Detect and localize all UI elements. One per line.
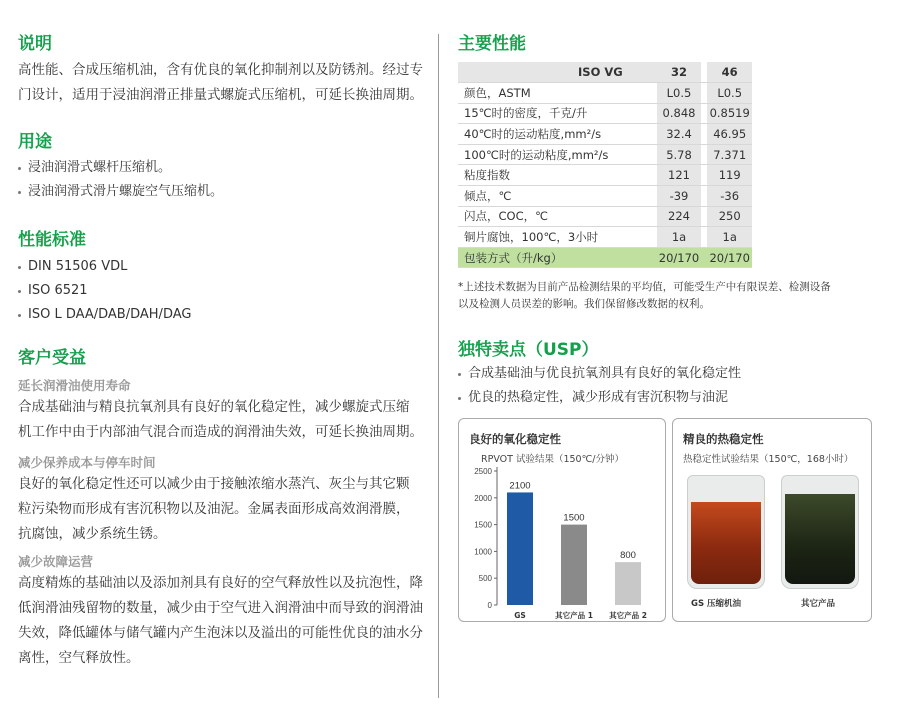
table-cell: 224	[657, 206, 702, 227]
bar	[615, 562, 641, 605]
description-line-1: 高性能、合成压缩机油，含有优良的氧化抑制剂以及防锈剂。经过专	[18, 62, 423, 78]
disclaimer-line: *上述技术数据为目前产品检测结果的平均值，可能受生产中有限误差、检测设备	[458, 281, 831, 293]
table-cell: 32.4	[657, 124, 702, 145]
table-row	[458, 165, 752, 186]
benefit-3-line: 离性，空气释放性。	[18, 650, 140, 666]
table-header-cell: 46	[707, 62, 752, 83]
table-header-row	[458, 62, 752, 83]
table-header-cell: 32	[657, 62, 702, 83]
table-cell: 7.371	[707, 144, 752, 165]
benefit-3-line: 失效，降低罐体与储气罐内产生泡沫以及溢出的可能性优良的油水分	[18, 625, 423, 641]
table-cell: -39	[657, 186, 702, 207]
beaker-photo	[687, 475, 857, 591]
description-heading: 说明	[18, 34, 52, 54]
table-cell: L0.5	[707, 83, 752, 104]
beaker-label-gs: GS 压缩机油	[691, 599, 742, 609]
beaker-label-other: 其它产品	[801, 599, 836, 609]
description-line-2: 门设计，适用于浸油润滑正排量式螺旋式压缩机，可延长换油周期。	[18, 87, 423, 103]
use-item: 浸油润滑式螺杆压缩机。	[18, 156, 223, 180]
other-product-liquid	[785, 494, 855, 584]
table-cell: 40℃时的运动粘度,mm²/s	[458, 124, 657, 145]
packaging-value: 20/170	[707, 247, 752, 268]
use-heading: 用途	[18, 132, 52, 152]
table-cell: 250	[707, 206, 752, 227]
table-row	[458, 186, 752, 207]
benefit-3-line: 低润滑油残留物的数量，减少由于空气进入润滑油中而导致的润滑油	[18, 600, 423, 616]
table-cell: 1a	[707, 227, 752, 248]
usp-item: 合成基础油与优良抗氧剂具有良好的氧化稳定性	[458, 362, 741, 386]
standards-list	[18, 255, 191, 327]
gs-oil-beaker	[687, 475, 765, 589]
table-header-cell: ISO VG	[458, 62, 657, 83]
table-row	[458, 103, 752, 124]
table-row	[458, 227, 752, 248]
benefit-2-line: 粒污染物而形成有害沉积物以及油泥。金属表面形成高效润滑膜，	[18, 501, 410, 517]
disclaimer-line: 以及检测人员误差的影响。我们保留修改数据的权利。	[458, 298, 710, 310]
standard-item: ISO 6521	[18, 279, 191, 303]
benefits-heading: 客户受益	[18, 348, 86, 368]
table-cell: 119	[707, 165, 752, 186]
packaging-row	[458, 247, 752, 268]
benefit-1-line: 机工作中由于内部油气混合而造成的润滑油失效，可延长换油周期。	[18, 424, 423, 440]
bar-value-label: 1500	[563, 512, 585, 524]
bar-value-label: 2100	[509, 480, 531, 492]
table-cell: 颜色，ASTM	[458, 83, 657, 104]
table-cell: -36	[707, 186, 752, 207]
standards-heading: 性能标准	[18, 230, 86, 250]
performance-heading: 主要性能	[458, 34, 526, 54]
disclaimer-note	[458, 279, 878, 313]
table-row	[458, 83, 752, 104]
packaging-label: 包装方式（升/kg）	[458, 247, 657, 268]
y-tick-label: 2000	[474, 493, 492, 503]
thermal-stability-box	[672, 418, 872, 622]
table-cell: 5.78	[657, 144, 702, 165]
usp-list	[458, 362, 741, 410]
chart-title: RPVOT 试验结果（150℃/分钟）	[481, 454, 624, 465]
category-label: 其它产品 2	[609, 611, 647, 620]
thermal-box-title: 精良的热稳定性	[683, 432, 764, 446]
bar	[507, 492, 533, 605]
benefit-1-subtitle: 延长润滑油使用寿命	[18, 378, 131, 393]
table-cell: L0.5	[657, 83, 702, 104]
y-tick-label: 2500	[474, 467, 492, 476]
y-tick-label: 1000	[474, 547, 492, 557]
y-tick-label: 500	[478, 574, 492, 584]
table-row	[458, 206, 752, 227]
rpvot-bar-chart	[459, 459, 665, 624]
table-cell: 0.8519	[707, 103, 752, 124]
use-list	[18, 156, 223, 204]
thermal-test-subtitle: 热稳定性试验结果（150℃，168小时）	[683, 454, 854, 465]
use-item: 浸油润滑式滑片螺旋空气压缩机。	[18, 180, 223, 204]
benefit-1-line: 合成基础油与精良抗氧剂具有良好的氧化稳定性，减少螺旋式压缩	[18, 399, 410, 415]
benefit-2-line: 良好的氧化稳定性还可以减少由于接触浓缩水蒸汽、灰尘与其它颗	[18, 476, 410, 492]
benefit-2-subtitle: 减少保养成本与停车时间	[18, 455, 156, 470]
standard-item: DIN 51506 VDL	[18, 255, 191, 279]
table-row	[458, 124, 752, 145]
other-product-beaker	[781, 475, 859, 589]
benefit-2-line: 抗腐蚀，减少系统生锈。	[18, 526, 167, 542]
category-label: GS	[514, 611, 526, 620]
oxidation-stability-box	[458, 418, 666, 622]
table-cell: 121	[657, 165, 702, 186]
table-cell: 0.848	[657, 103, 702, 124]
bar	[561, 525, 587, 605]
benefit-3-line: 高度精炼的基础油以及添加剂具有良好的空气释放性以及抗泡性，降	[18, 575, 423, 591]
table-cell: 闪点，COC，℃	[458, 206, 657, 227]
usp-heading: 独特卖点（USP）	[458, 340, 599, 360]
standard-item: ISO L DAA/DAB/DAH/DAG	[18, 303, 191, 327]
table-cell: 1a	[657, 227, 702, 248]
table-cell: 46.95	[707, 124, 752, 145]
table-row	[458, 144, 752, 165]
table-cell: 15℃时的密度，千克/升	[458, 103, 657, 124]
packaging-value: 20/170	[657, 247, 702, 268]
bar-value-label: 800	[620, 550, 636, 562]
column-divider	[438, 34, 439, 698]
category-label: 其它产品 1	[555, 611, 593, 620]
y-tick-label: 0	[487, 601, 492, 610]
usp-item: 优良的热稳定性，减少形成有害沉积物与油泥	[458, 386, 741, 410]
table-cell: 100℃时的运动粘度,mm²/s	[458, 144, 657, 165]
table-cell: 倾点，℃	[458, 186, 657, 207]
spec-table	[458, 62, 752, 268]
gs-oil-liquid	[691, 502, 761, 584]
oxidation-box-title: 良好的氧化稳定性	[469, 432, 561, 446]
table-cell: 铜片腐蚀，100℃，3小时	[458, 227, 657, 248]
table-cell: 粘度指数	[458, 165, 657, 186]
y-tick-label: 1500	[474, 520, 492, 530]
benefit-3-subtitle: 减少故障运营	[18, 554, 94, 569]
